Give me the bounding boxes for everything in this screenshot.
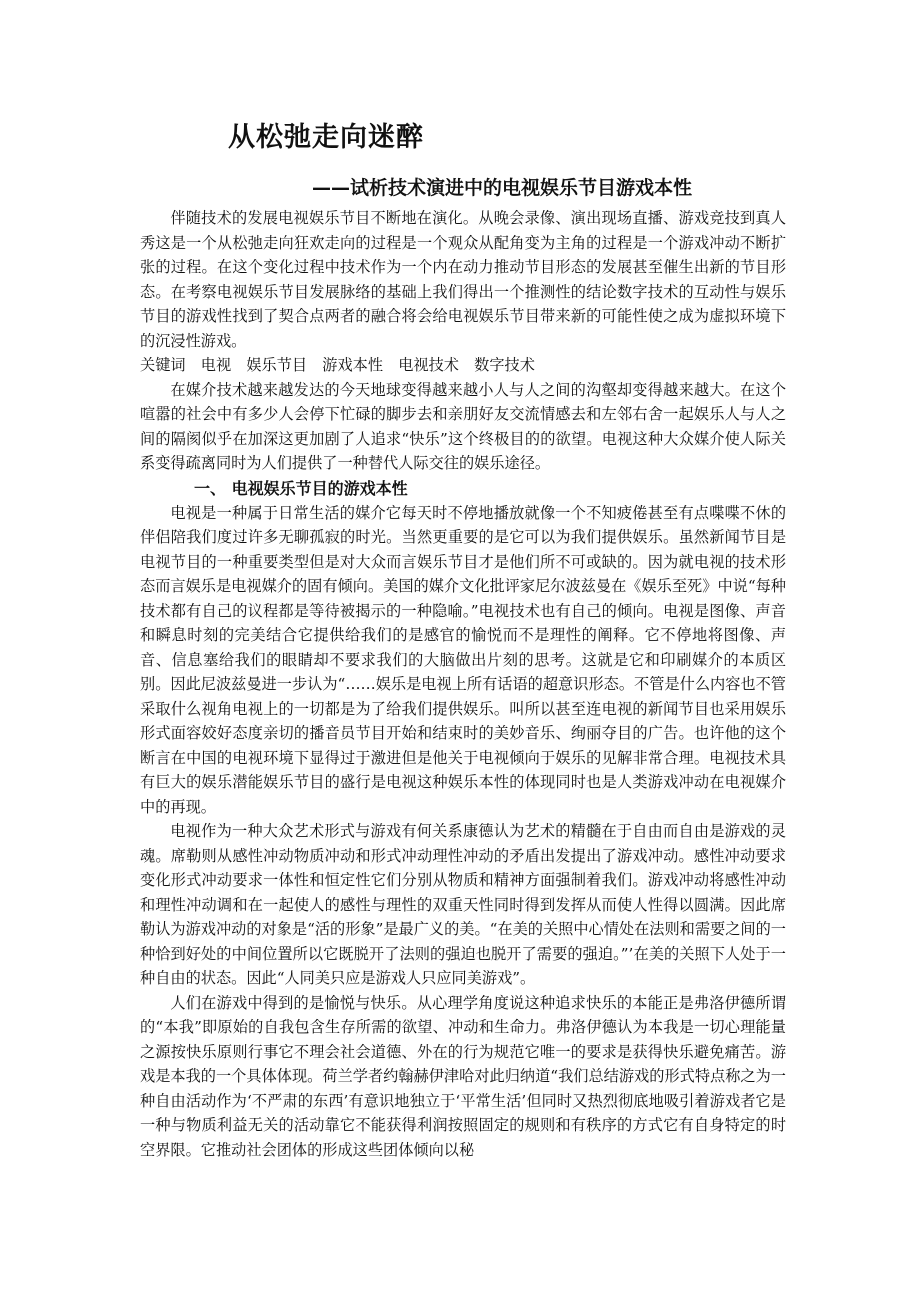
document-subtitle: ——试析技术演进中的电视娱乐节目游戏本性 (312, 177, 693, 199)
abstract-paragraph: 伴随技术的发展电视娱乐节目不断地在演化。从晚会录像、演出现场直播、游戏竞技到真人秀这是一个从松弛走向狂欢走向的过程是一个观众从配角变为主角的过程是一个游戏冲动不断扩张的过程。在这个变化过程中技术作为一个内在动力推动节目形态的发展甚至催生出新的节目形态。在考察电视娱乐节目发展脉络的基础上我们得出一个推测性的结论数字技术的互动性与娱乐节目的游戏性找到了契合点两者的融合将会给电视娱乐节目带来新的可能性使之成为虚拟环境下的沉浸性游戏。 (140, 209, 786, 350)
section-heading: 一、 电视娱乐节目的游戏本性 (194, 478, 408, 498)
body-paragraph-3: 人们在游戏中得到的是愉悦与快乐。从心理学角度说这种追求快乐的本能正是弗洛伊德所谓的“本我”即原始的自我包含生存所需的欲望、冲动和生命力。弗洛伊德认为本我是一切心理能量之源按快乐原则行事它不理会社会道德、外在的行为规范它唯一的要求是获得快乐避免痛苦。游戏是本我的一个具体体现。荷兰学者约翰赫伊津哈对此归纳道“我们总结游戏的形式特点称之为一种自由活动作为‘不严肃的东西’有意识地独立于‘平常生活’但同时又热烈彻底地吸引着游戏者它是一种与物质利益无关的活动靠它不能获得利润按照固定的规则和有秩序的方式它有自身特定的时空界限。它推动社会团体的形成这些团体倾向以秘 (140, 993, 786, 1159)
document-title: 从松弛走向迷醉 (228, 122, 424, 153)
keywords-line: 关键词 电视 娱乐节目 游戏本性 电视技术 数字技术 (140, 356, 535, 374)
document-body (140, 206, 786, 1162)
intro-paragraph: 在媒介技术越来越发达的今天地球变得越来越小人与人之间的沟壑却变得越来越大。在这个喧嚣的社会中有多少人会停下忙碌的脚步去和亲朋好友交流情感去和左邻右舍一起娱乐人与人之间的隔阂似乎在加深这更加剧了人追求“快乐”这个终极目的的欲望。电视这种大众媒介使人际关系变得疏离同时为人们提供了一种替代人际交往的娱乐途径。 (140, 380, 786, 472)
body-paragraph-1: 电视是一种属于日常生活的媒介它每天时不停地播放就像一个不知疲倦甚至有点喋喋不休的伴侣陪我们度过许多无聊孤寂的时光。当然更重要的是它可以为我们提供娱乐。虽然新闻节目是电视节目的一种重要类型但是对大众而言娱乐节目才是他们所不可或缺的。因为就电视的技术形态而言娱乐是电视媒介的固有倾向。美国的媒介文化批评家尼尔波兹曼在《娱乐至死》中说“每种技术都有自己的议程都是等待被揭示的一种隐喻。”电视技术也有自己的倾向。电视是图像、声音和瞬息时刻的完美结合它提供给我们的是感官的愉悦而不是理性的阐释。它不停地将图像、声音、信息塞给我们的眼睛却不要求我们的大脑做出片刻的思考。这就是它和印刷媒介的本质区别。因此尼波兹曼进一步认为“……娱乐是电视上所有话语的超意识形态。不管是什么内容也不管采取什么视角电视上的一切都是为了给我们提供娱乐。叫所以甚至连电视的新闻节目也采用娱乐形式面容姣好态度亲切的播音员节目开始和结束时的美妙音乐、绚丽夺目的广告。也许他的这个断言在中国的电视环境下显得过于激进但是他关于电视倾向于娱乐的见解非常合理。电视技术具有巨大的娱乐潜能娱乐节目的盛行是电视这种娱乐本性的体现同时也是人类游戏冲动在电视媒介中的再现。 (140, 503, 786, 816)
body-paragraph-2: 电视作为一种大众艺术形式与游戏有何关系康德认为艺术的精髓在于自由而自由是游戏的灵魂。席勒则从感性冲动物质冲动和形式冲动理性冲动的矛盾出发提出了游戏冲动。感性冲动要求变化形式冲动要求一体性和恒定性它们分别从物质和精神方面强制着我们。游戏冲动将感性冲动和理性冲动调和在一起使人的感性与理性的双重天性同时得到发挥从而使人性得以圆满。因此席勒认为游戏冲动的对象是“活的形象”是最广义的美。“在美的关照中心情处在法则和需要之间的一种恰到好处的中间位置所以它既脱开了法则的强迫也脱开了需要的强迫。”’在美的关照下人处于一种自由的状态。因此“人同美只应是游戏人只应同美游戏”。 (140, 822, 786, 987)
